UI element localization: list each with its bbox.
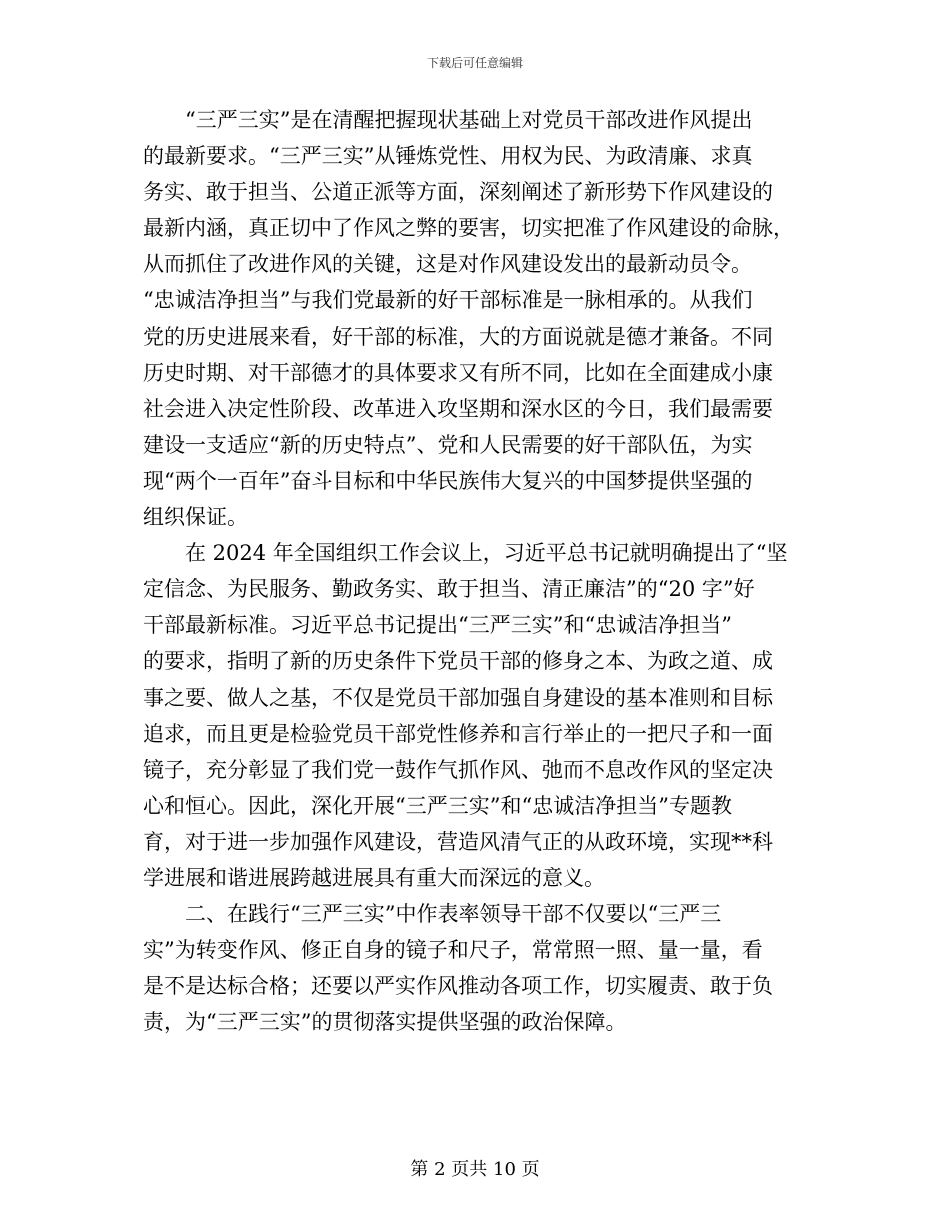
text-line: “三严三实”是在清醒把握现状基础上对党员干部改进作风提出 — [185, 108, 753, 132]
text-line: 社会进入决定性阶段、改革进入攻坚期和深水区的今日，我们最需要 — [143, 396, 773, 421]
text-line: 现“两个一百年”奋斗目标和中华民族伟大复兴的中国梦提供坚强的 — [143, 468, 753, 493]
paragraph — [143, 535, 803, 896]
text-line: “忠诚洁净担当”与我们党最新的好干部标准是一脉相承的。从我们 — [143, 288, 753, 313]
text-line: 最新内涵，真正切中了作风之弊的要害，切实把准了作风建设的命脉， — [143, 216, 794, 241]
page-footer: 第 2 页共 10 页 — [410, 1159, 540, 1180]
text-line: 育，对于进一步加强作风建设，营造风清气正的从政环境，实现**科 — [143, 829, 773, 854]
text-line: 心和恒心。因此，深化开展“三严三实”和“忠诚洁净担当”专题教 — [143, 793, 732, 818]
text-line: 二、在践行“三严三实”中作表率领导干部不仅要以“三严三 — [185, 902, 722, 927]
text-line: 历史时期、对干部德才的具体要求又有所不同，比如在全面建成小康 — [143, 360, 773, 385]
text-line: 的最新要求。“三严三实”从锤炼党性、用权为民、为政清廉、求真 — [143, 144, 753, 169]
paragraph — [143, 282, 803, 535]
text-line: 事之要、做人之基，不仅是党员干部加强自身建设的基本准则和目标 — [143, 685, 773, 710]
text-line: 干部最新标准。习近平总书记提出“三严三实”和“忠诚洁净担当” — [143, 613, 732, 638]
text-line: 学进展和谐进展跨越进展具有重大而深远的意义。 — [143, 865, 605, 890]
paragraph — [143, 102, 803, 282]
text-line: 在 2024 年全国组织工作会议上，习近平总书记就明确提出了“坚 — [185, 541, 788, 566]
document-body — [143, 102, 803, 1040]
text-line: 责，为“三严三实”的贯彻落实提供坚强的政治保障。 — [143, 1010, 627, 1035]
text-line: 建设一支适应“新的历史特点”、党和人民需要的好干部队伍，为实 — [143, 432, 753, 457]
text-line: 实”为转变作风、修正自身的镜子和尺子，常常照一照、量一量，看 — [143, 938, 763, 963]
text-line: 镜子，充分彰显了我们党一鼓作气抓作风、弛而不息改作风的坚定决 — [143, 757, 773, 782]
text-line: 的要求，指明了新的历史条件下党员干部的修身之本、为政之道、成 — [143, 649, 773, 674]
text-line: 党的历史进展来看，好干部的标准，大的方面说就是德才兼备。不同 — [143, 324, 773, 349]
text-line: 务实、敢于担当、公道正派等方面，深刻阐述了新形势下作风建设的 — [143, 180, 773, 205]
paragraph — [143, 896, 803, 1040]
text-line: 组织保证。 — [143, 505, 248, 530]
text-line: 定信念、为民服务、勤政务实、敢于担当、清正廉洁”的“20 字”好 — [143, 577, 755, 602]
text-line: 是不是达标合格；还要以严实作风推动各项工作，切实履责、敢于负 — [143, 974, 773, 999]
text-line: 追求，而且更是检验党员干部党性修养和言行举止的一把尺子和一面 — [143, 721, 773, 746]
text-line: 从而抓住了改进作风的关键，这是对作风建设发出的最新动员令。 — [143, 252, 752, 277]
page-header: 下载后可任意编辑 — [426, 56, 523, 70]
